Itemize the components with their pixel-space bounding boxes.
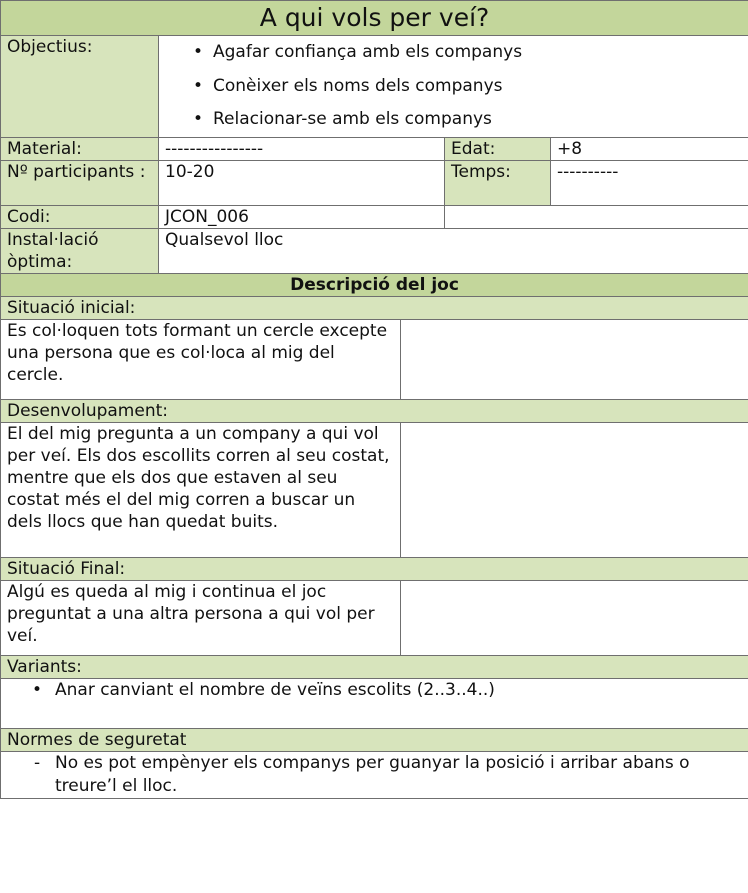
participants-value: 10-20	[159, 160, 445, 205]
descripcio-header: Descripció del joc	[1, 273, 748, 296]
situacio-inicial-text: Es col·loquen tots formant un cercle excepte una persona que es col·loca al mig del cercle.	[1, 319, 401, 399]
codi-empty-cell	[445, 205, 748, 228]
temps-value: ----------	[551, 160, 748, 205]
variants-cell	[1, 678, 748, 728]
objectius-list	[165, 36, 742, 137]
list-item: • Agafar confiança amb els companys	[165, 36, 742, 70]
variants-label: Variants:	[1, 655, 748, 678]
normes-label: Normes de seguretat	[1, 728, 748, 751]
normes-cell	[1, 751, 748, 798]
list-item: - No es pot empènyer els companys per guanyar la posició i arribar abans o treure’l el lloc.	[7, 752, 742, 798]
desenvolupament-notes	[401, 422, 748, 557]
edat-value: +8	[551, 137, 748, 160]
installacio-label: Instal·lació òptima:	[1, 228, 159, 273]
situacio-final-text: Algú es queda al mig i continua el joc preguntat a una altra persona a qui vol per veí.	[1, 580, 401, 655]
desenvolupament-text: El del mig pregunta a un company a qui vol per veí. Els dos escollits corren al seu costat, mentre que els dos que estaven al seu costat més el del mig corren a buscar un dels llocs que han quedat buits.	[1, 422, 401, 557]
variants-list	[7, 679, 742, 701]
situacio-inicial-label: Situació inicial:	[1, 296, 748, 319]
material-value: ----------------	[159, 137, 445, 160]
participants-label: Nº participants :	[1, 160, 159, 205]
situacio-inicial-notes	[401, 319, 748, 399]
situacio-final-notes	[401, 580, 748, 655]
normes-list	[7, 752, 742, 798]
edat-label: Edat:	[445, 137, 551, 160]
list-item: • Anar canviant el nombre de veïns escolits (2..3..4..)	[7, 679, 742, 701]
temps-label: Temps:	[445, 160, 551, 205]
objectius-cell	[159, 36, 748, 138]
desenvolupament-label: Desenvolupament:	[1, 399, 748, 422]
material-label: Material:	[1, 137, 159, 160]
installacio-value: Qualsevol lloc	[159, 228, 748, 273]
situacio-final-label: Situació Final:	[1, 557, 748, 580]
objectius-label: Objectius:	[1, 36, 159, 138]
list-item: • Conèixer els noms dels companys	[165, 70, 742, 104]
codi-label: Codi:	[1, 205, 159, 228]
codi-value: JCON_006	[159, 205, 445, 228]
list-item: • Relacionar-se amb els companys	[165, 103, 742, 137]
game-title: A qui vols per veí?	[1, 1, 748, 36]
